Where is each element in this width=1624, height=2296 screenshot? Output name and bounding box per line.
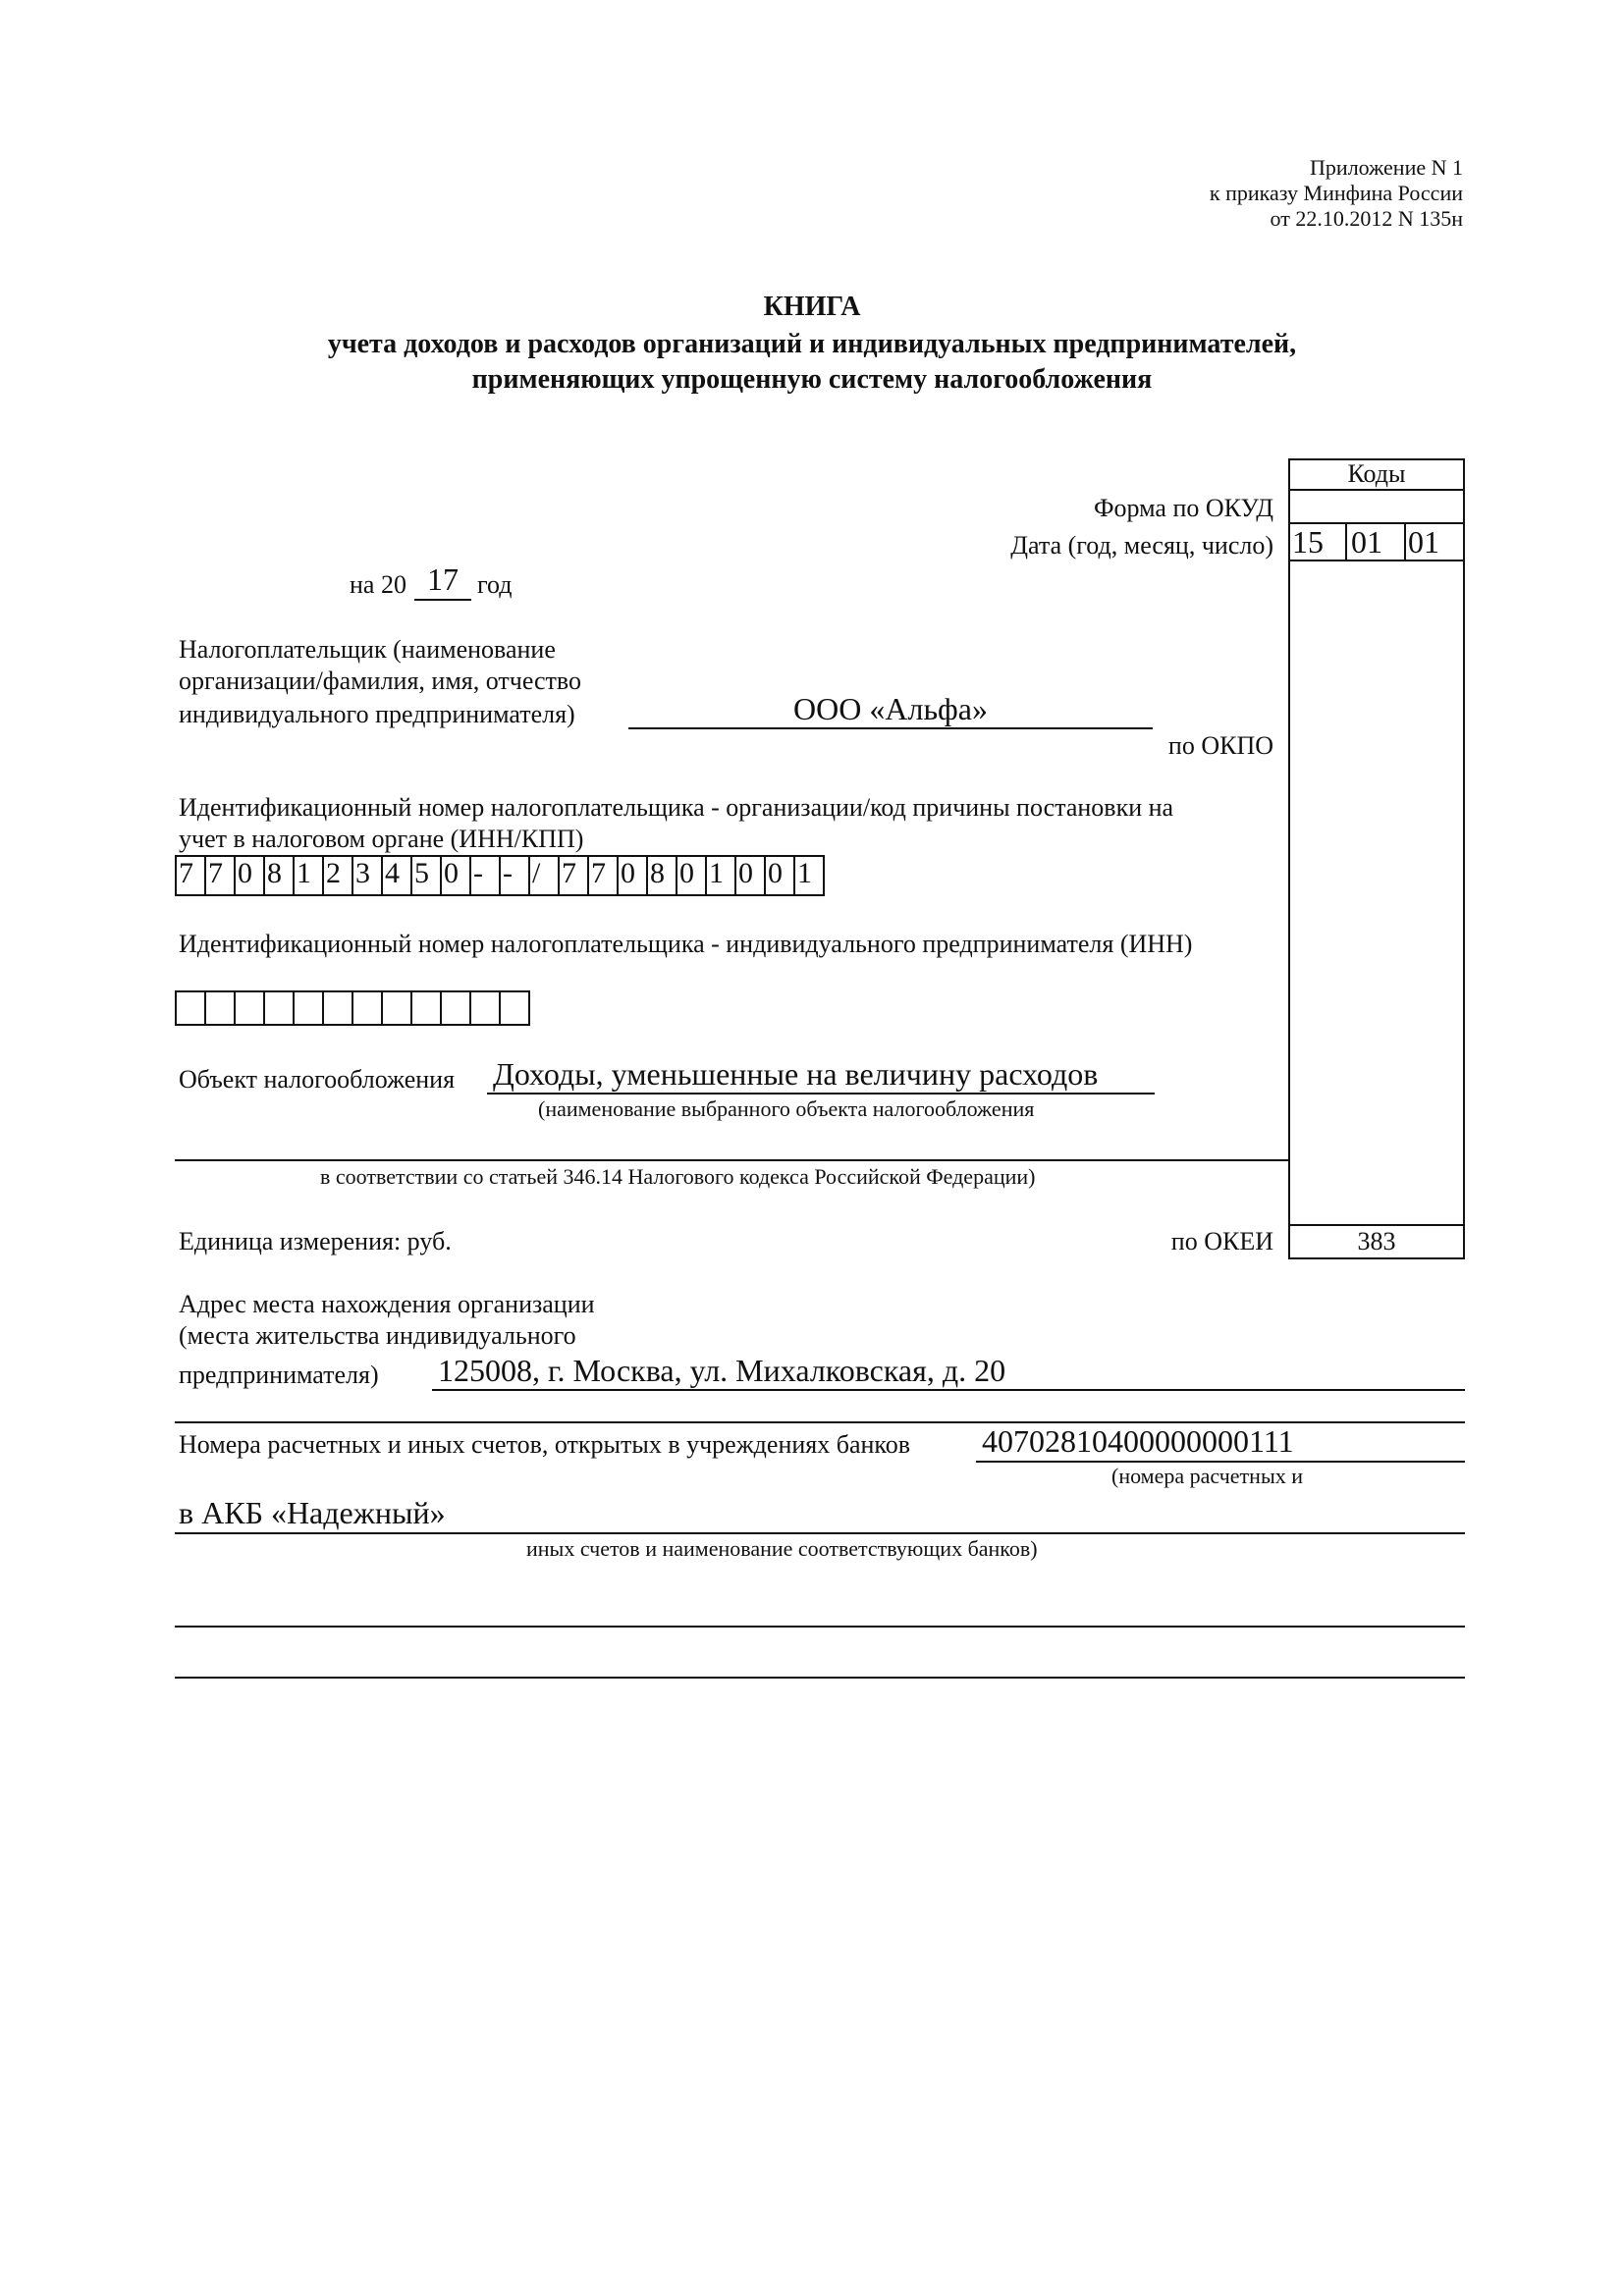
inn-kpp-cell-6: 2 xyxy=(324,855,353,896)
object-law-line xyxy=(175,1159,1288,1161)
year-prefix: на 20 xyxy=(350,570,406,599)
inn-ip-cell-7 xyxy=(353,990,383,1026)
title-main: КНИГА xyxy=(763,292,861,322)
accounts-number-underline xyxy=(976,1461,1465,1463)
inn-kpp-cell-14: 7 xyxy=(560,855,589,896)
address-label-2: (места жительства индивидуального xyxy=(179,1321,576,1350)
annex-line-3: от 22.10.2012 N 135н xyxy=(1270,206,1463,231)
inn-kpp-cell-11: - xyxy=(471,855,501,896)
year-suffix: год xyxy=(477,570,513,599)
taxpayer-name-value: ООО «Альфа» xyxy=(793,691,988,726)
inn-ip-cell-9 xyxy=(412,990,442,1026)
inn-kpp-cell-7: 3 xyxy=(353,855,383,896)
inn-kpp-cell-16: 0 xyxy=(619,855,648,896)
date-cell-divider-1 xyxy=(1345,522,1347,560)
date-year-value: 15 xyxy=(1292,524,1324,560)
object-hint: (наименование выбранного объекта налогообложения xyxy=(538,1096,1035,1121)
address-label-1: Адрес места нахождения организации xyxy=(179,1290,595,1318)
accounts-bank-underline xyxy=(175,1532,1465,1534)
inn-kpp-cell-12: - xyxy=(501,855,530,896)
inn-ip-cell-3 xyxy=(236,990,265,1026)
taxpayer-label-3: индивидуального предпринимателя) xyxy=(179,700,575,728)
inn-kpp-cell-10: 0 xyxy=(442,855,471,896)
inn-kpp-cell-20: 0 xyxy=(736,855,766,896)
address-underline xyxy=(432,1389,1465,1391)
inn-kpp-label-1: Идентификационный номер налогоплательщика - организации/код причины постановки на xyxy=(179,793,1174,822)
inn-ip-cell-11 xyxy=(471,990,501,1026)
inn-kpp-cell-9: 5 xyxy=(412,855,442,896)
annex-block xyxy=(1210,155,1463,232)
object-law: в соответствии со статьей 346.14 Налогового кодекса Российской Федерации) xyxy=(320,1164,1036,1189)
annex-line-2: к приказу Минфина России xyxy=(1209,181,1463,205)
inn-ip-label: Идентификационный номер налогоплательщика - индивидуального предпринимателя (ИНН) xyxy=(179,930,1193,958)
annex-line-1: Приложение N 1 xyxy=(1310,155,1463,180)
inn-kpp-label-2: учет в налоговом органе (ИНН/КПП) xyxy=(179,825,584,853)
inn-kpp-cell-4: 8 xyxy=(265,855,295,896)
inn-kpp-cell-5: 1 xyxy=(295,855,324,896)
inn-kpp-cell-8: 4 xyxy=(383,855,412,896)
date-month-value: 01 xyxy=(1351,524,1382,560)
okei-label: по ОКЕИ xyxy=(1170,1227,1273,1255)
inn-kpp-cells xyxy=(175,855,825,896)
inn-kpp-cell-18: 0 xyxy=(677,855,707,896)
okpo-label: по ОКПО xyxy=(1167,731,1273,760)
inn-ip-cell-12 xyxy=(501,990,530,1026)
title-line-2: применяющих упрощенную систему налогообложения xyxy=(471,364,1153,395)
inn-kpp-cell-2: 7 xyxy=(206,855,236,896)
inn-ip-cells xyxy=(175,990,530,1026)
accounts-number: 40702810400000000111 xyxy=(982,1423,1294,1459)
accounts-bank: в АКБ «Надежный» xyxy=(179,1495,446,1530)
codes-header-divider xyxy=(1288,489,1465,491)
unit-label: Единица измерения: руб. xyxy=(179,1227,452,1255)
inn-ip-cell-6 xyxy=(324,990,353,1026)
taxpayer-label-1: Налогоплательщик (наименование xyxy=(179,635,556,664)
address-label-3: предпринимателя) xyxy=(179,1361,379,1389)
codes-header: Коды xyxy=(1347,459,1406,488)
inn-kpp-cell-22: 1 xyxy=(795,855,825,896)
blank-line-2 xyxy=(175,1677,1465,1679)
date-row-divider xyxy=(1288,560,1465,561)
title-line-1: учета доходов и расходов организаций и индивидуальных предпринимателей, xyxy=(327,329,1297,359)
inn-ip-cell-8 xyxy=(383,990,412,1026)
accounts-hint-2: иных счетов и наименование соответствующих банков) xyxy=(526,1536,1038,1561)
date-day-value: 01 xyxy=(1408,524,1439,560)
date-cell-divider-2 xyxy=(1404,522,1406,560)
accounts-hint-1: (номера расчетных и xyxy=(1111,1464,1303,1488)
object-underline xyxy=(487,1093,1155,1095)
inn-kpp-cell-15: 7 xyxy=(589,855,619,896)
inn-ip-cell-2 xyxy=(206,990,236,1026)
year-underline xyxy=(414,599,471,601)
inn-kpp-cell-3: 0 xyxy=(236,855,265,896)
okei-row-divider xyxy=(1288,1224,1465,1226)
inn-ip-cell-10 xyxy=(442,990,471,1026)
object-value: Доходы, уменьшенные на величину расходов xyxy=(493,1056,1099,1092)
inn-ip-cell-1 xyxy=(177,990,206,1026)
year-value: 17 xyxy=(427,561,459,597)
object-label: Объект налогообложения xyxy=(179,1065,456,1094)
inn-kpp-cell-17: 8 xyxy=(648,855,677,896)
inn-ip-cell-4 xyxy=(265,990,295,1026)
codes-column xyxy=(1288,458,1465,1259)
inn-ip-cell-5 xyxy=(295,990,324,1026)
inn-kpp-cell-13: / xyxy=(530,855,560,896)
accounts-label: Номера расчетных и иных счетов, открытых в учреждениях банков xyxy=(179,1430,911,1459)
okei-value: 383 xyxy=(1357,1227,1396,1255)
address-value: 125008, г. Москва, ул. Михалковская, д. 20 xyxy=(438,1353,1006,1388)
blank-line-1 xyxy=(175,1626,1465,1628)
date-label: Дата (год, месяц, число) xyxy=(1010,531,1273,560)
inn-kpp-cell-1: 7 xyxy=(177,855,206,896)
inn-kpp-cell-19: 1 xyxy=(707,855,736,896)
taxpayer-underline xyxy=(628,727,1153,729)
okud-label: Форма по ОКУД xyxy=(1094,494,1273,522)
taxpayer-label-2: организации/фамилия, имя, отчество xyxy=(179,667,582,695)
inn-kpp-cell-21: 0 xyxy=(766,855,795,896)
